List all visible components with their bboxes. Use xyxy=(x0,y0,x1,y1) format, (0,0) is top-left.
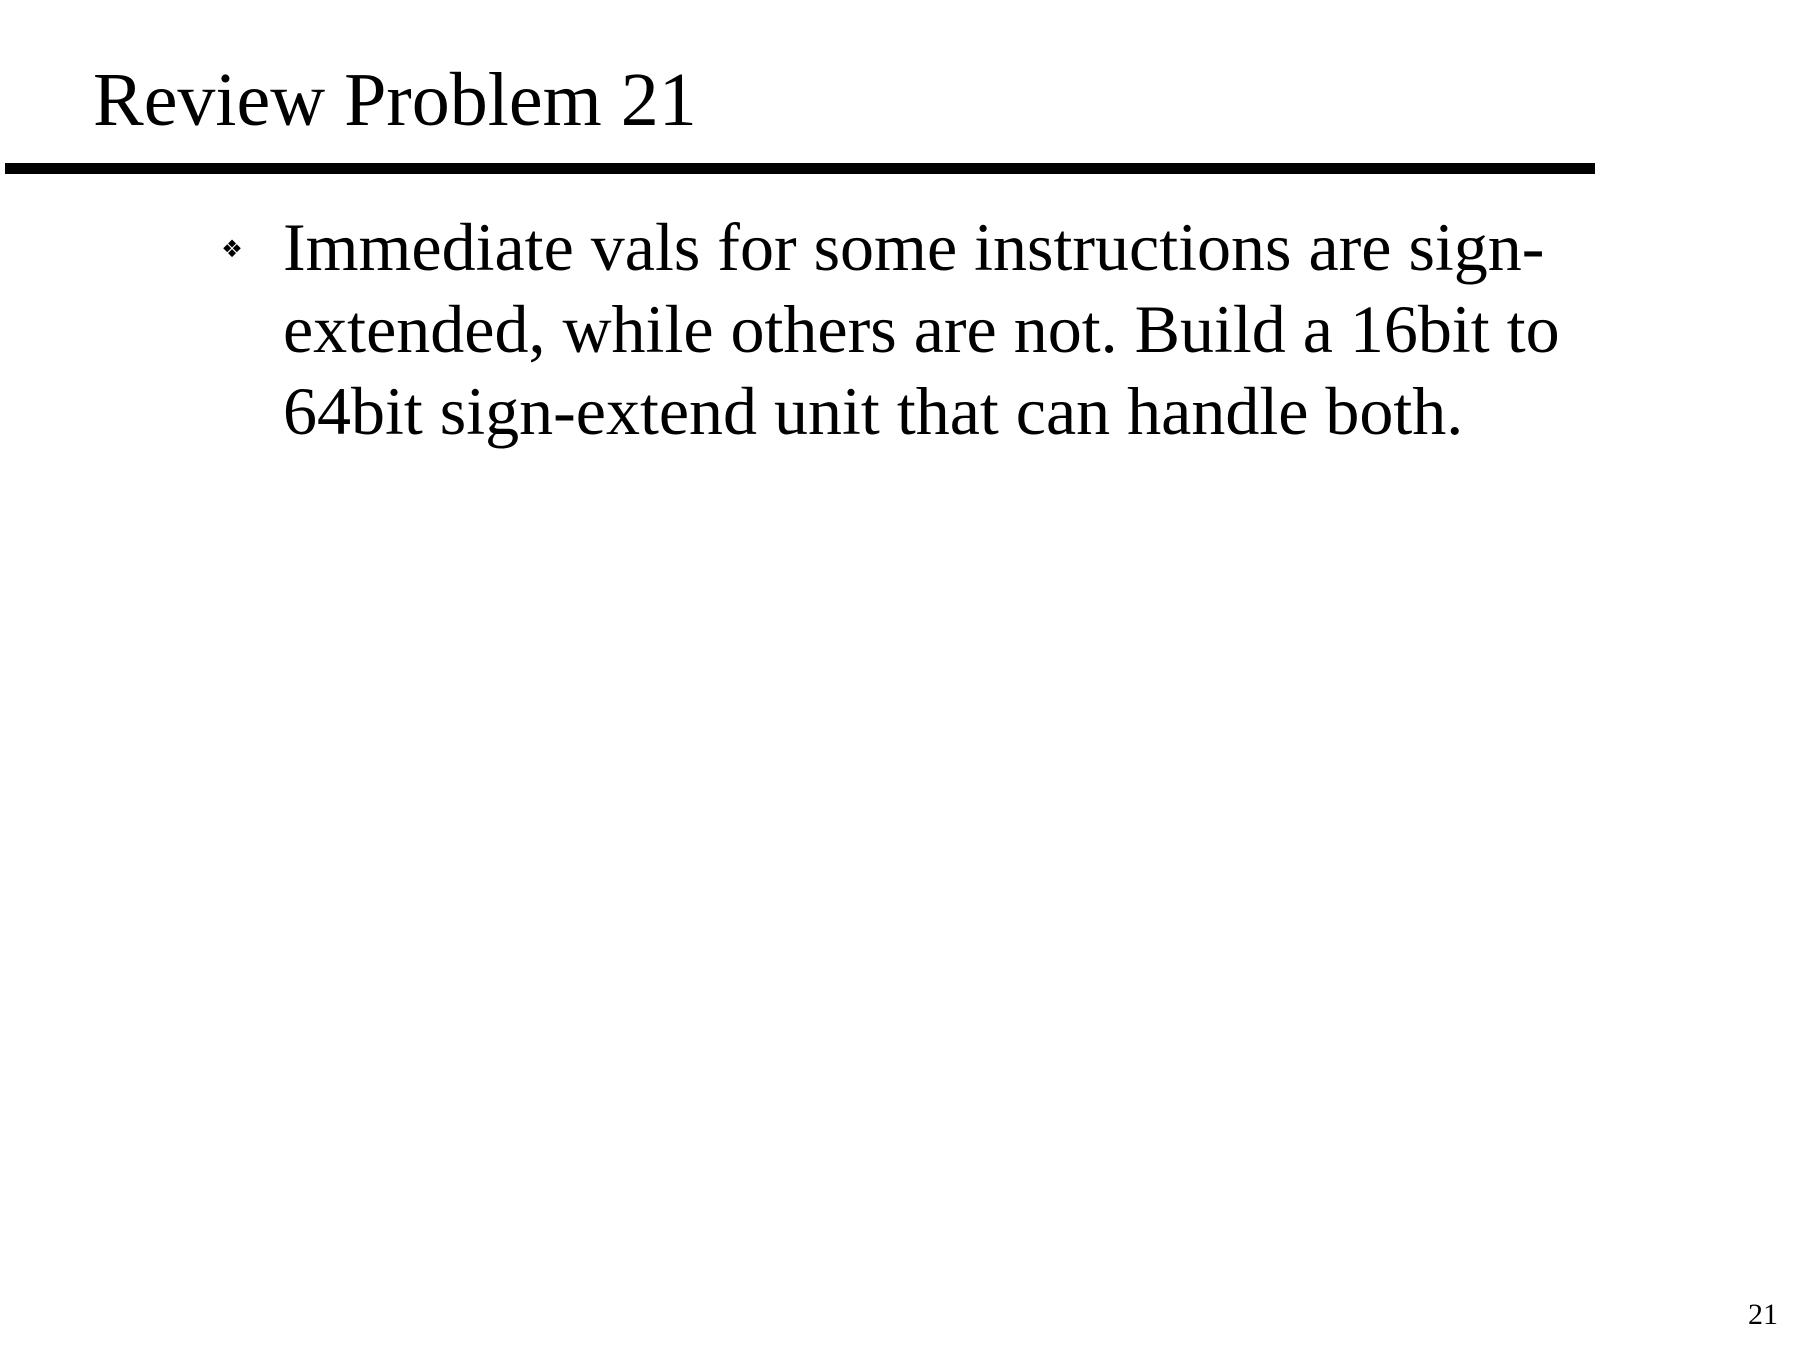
title-divider xyxy=(5,163,1595,174)
bullet-text: Immediate vals for some instructions are sign-extended, while others are not. Build a 16bit to 64bit sign-extend unit that can handle both. xyxy=(283,209,1560,449)
slide-title: Review Problem 21 xyxy=(93,58,697,142)
diamond-bullet-icon: ❖ xyxy=(221,235,243,263)
page-number: 21 xyxy=(1748,1298,1778,1331)
